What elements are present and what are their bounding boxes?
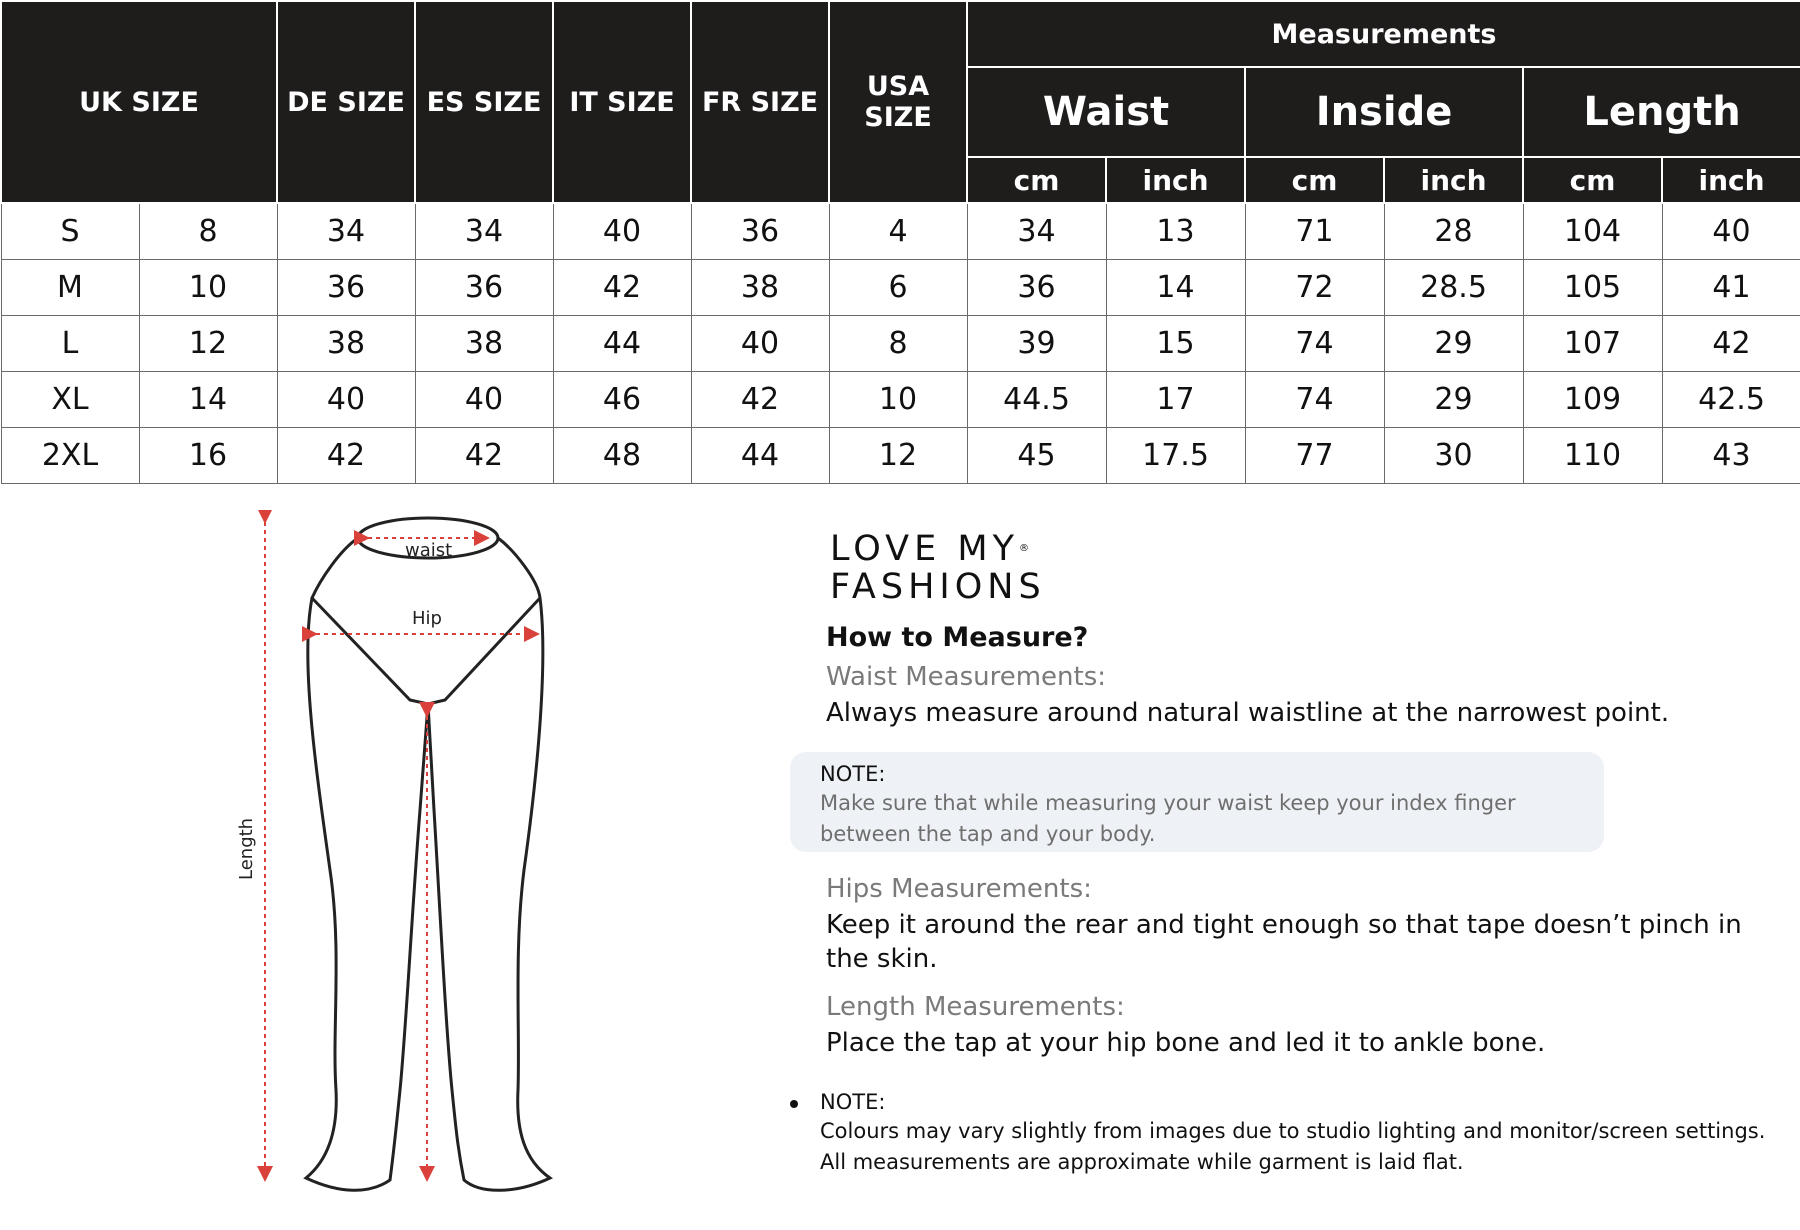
table-cell: 6 <box>829 260 967 316</box>
header-waist: Waist <box>967 67 1245 157</box>
table-cell: 74 <box>1245 372 1384 428</box>
table-cell: 42.5 <box>1662 372 1800 428</box>
table-cell: 12 <box>139 316 277 372</box>
header-es-size: ES SIZE <box>415 1 553 203</box>
table-cell: 38 <box>415 316 553 372</box>
table-cell: 34 <box>277 203 415 260</box>
table-cell: 36 <box>691 203 829 260</box>
table-cell: 48 <box>553 428 691 484</box>
waist-note-title: NOTE: <box>820 762 886 786</box>
size-chart-table <box>0 0 1800 484</box>
header-length-inch: inch <box>1662 157 1800 203</box>
waist-label: waist <box>405 540 453 561</box>
header-fr-size: FR SIZE <box>691 1 829 203</box>
table-cell: 12 <box>829 428 967 484</box>
table-cell: S <box>1 203 139 260</box>
table-cell: 110 <box>1523 428 1662 484</box>
header-measurements: Measurements <box>967 1 1800 67</box>
length-section-label: Length Measurements: <box>826 992 1125 1022</box>
header-usa-size: USA SIZE <box>829 1 967 203</box>
table-cell: XL <box>1 372 139 428</box>
brand-line-1: LOVE MY <box>830 529 1019 569</box>
table-cell: 44.5 <box>967 372 1106 428</box>
table-cell: 29 <box>1384 316 1523 372</box>
table-cell: 36 <box>277 260 415 316</box>
table-cell: 40 <box>691 316 829 372</box>
table-cell: 14 <box>1106 260 1245 316</box>
table-cell: 38 <box>277 316 415 372</box>
header-de-size: DE SIZE <box>277 1 415 203</box>
header-inside-cm: cm <box>1245 157 1384 203</box>
table-row <box>1 428 1800 484</box>
header-length-cm: cm <box>1523 157 1662 203</box>
table-cell: 105 <box>1523 260 1662 316</box>
table-cell: 107 <box>1523 316 1662 372</box>
table-row <box>1 372 1800 428</box>
header-uk-size: UK SIZE <box>1 1 277 203</box>
table-cell: L <box>1 316 139 372</box>
hips-section-text: Keep it around the rear and tight enough so that tape doesn’t pinch in the skin. <box>826 910 1742 974</box>
header-length: Length <box>1523 67 1800 157</box>
table-cell: 44 <box>691 428 829 484</box>
table-cell: 71 <box>1245 203 1384 260</box>
waist-section-text: Always measure around natural waistline at the narrowest point. <box>826 698 1670 728</box>
table-cell: 36 <box>967 260 1106 316</box>
table-cell: 42 <box>1662 316 1800 372</box>
table-cell: 8 <box>829 316 967 372</box>
table-cell: 77 <box>1245 428 1384 484</box>
table-cell: 104 <box>1523 203 1662 260</box>
table-cell: 42 <box>415 428 553 484</box>
table-cell: 14 <box>139 372 277 428</box>
table-cell: 46 <box>553 372 691 428</box>
colour-note-title: NOTE: <box>820 1090 886 1114</box>
table-cell: 74 <box>1245 316 1384 372</box>
table-cell: 109 <box>1523 372 1662 428</box>
table-cell: 30 <box>1384 428 1523 484</box>
table-cell: 10 <box>829 372 967 428</box>
table-cell: 13 <box>1106 203 1245 260</box>
bullet-icon <box>790 1100 798 1108</box>
table-cell: 72 <box>1245 260 1384 316</box>
brand-logo <box>830 530 1046 606</box>
how-to-measure-title: How to Measure? <box>826 622 1089 653</box>
waist-note-box <box>790 752 1604 852</box>
table-cell: 42 <box>277 428 415 484</box>
table-row <box>1 260 1800 316</box>
colour-note-text: Colours may vary slightly from images due to studio lighting and monitor/screen settings. All measurements are approximate while garment is laid flat. <box>820 1119 1766 1174</box>
table-cell: 28.5 <box>1384 260 1523 316</box>
table-cell: 38 <box>691 260 829 316</box>
table-cell: 41 <box>1662 260 1800 316</box>
table-cell: 34 <box>415 203 553 260</box>
table-cell: 17 <box>1106 372 1245 428</box>
header-waist-inch: inch <box>1106 157 1245 203</box>
header-waist-cm: cm <box>967 157 1106 203</box>
header-inside: Inside <box>1245 67 1523 157</box>
hip-label: Hip <box>412 608 442 629</box>
header-it-size: IT SIZE <box>553 1 691 203</box>
leggings-measurement-figure <box>220 510 580 1230</box>
table-cell: 28 <box>1384 203 1523 260</box>
table-cell: 29 <box>1384 372 1523 428</box>
table-row <box>1 203 1800 260</box>
table-cell: 16 <box>139 428 277 484</box>
table-cell: 40 <box>553 203 691 260</box>
table-cell: 43 <box>1662 428 1800 484</box>
table-cell: 40 <box>1662 203 1800 260</box>
header-inside-inch: inch <box>1384 157 1523 203</box>
table-row <box>1 316 1800 372</box>
table-cell: 39 <box>967 316 1106 372</box>
brand-line-2: FASHIONS <box>830 567 1046 607</box>
length-section-text: Place the tap at your hip bone and led it to ankle bone. <box>826 1028 1546 1058</box>
table-cell: 2XL <box>1 428 139 484</box>
length-label: Length <box>236 817 257 880</box>
table-cell: 4 <box>829 203 967 260</box>
table-cell: 45 <box>967 428 1106 484</box>
table-cell: M <box>1 260 139 316</box>
table-cell: 40 <box>277 372 415 428</box>
table-cell: 36 <box>415 260 553 316</box>
table-cell: 40 <box>415 372 553 428</box>
table-cell: 34 <box>967 203 1106 260</box>
table-cell: 42 <box>553 260 691 316</box>
brand-registered-mark: ® <box>1018 543 1029 554</box>
table-cell: 44 <box>553 316 691 372</box>
table-cell: 42 <box>691 372 829 428</box>
table-cell: 17.5 <box>1106 428 1245 484</box>
waist-section-label: Waist Measurements: <box>826 662 1107 692</box>
waist-note-text: Make sure that while measuring your waist keep your index finger between the tap and your body. <box>820 791 1516 846</box>
table-cell: 15 <box>1106 316 1245 372</box>
table-cell: 8 <box>139 203 277 260</box>
table-cell: 10 <box>139 260 277 316</box>
hips-section-label: Hips Measurements: <box>826 874 1092 904</box>
